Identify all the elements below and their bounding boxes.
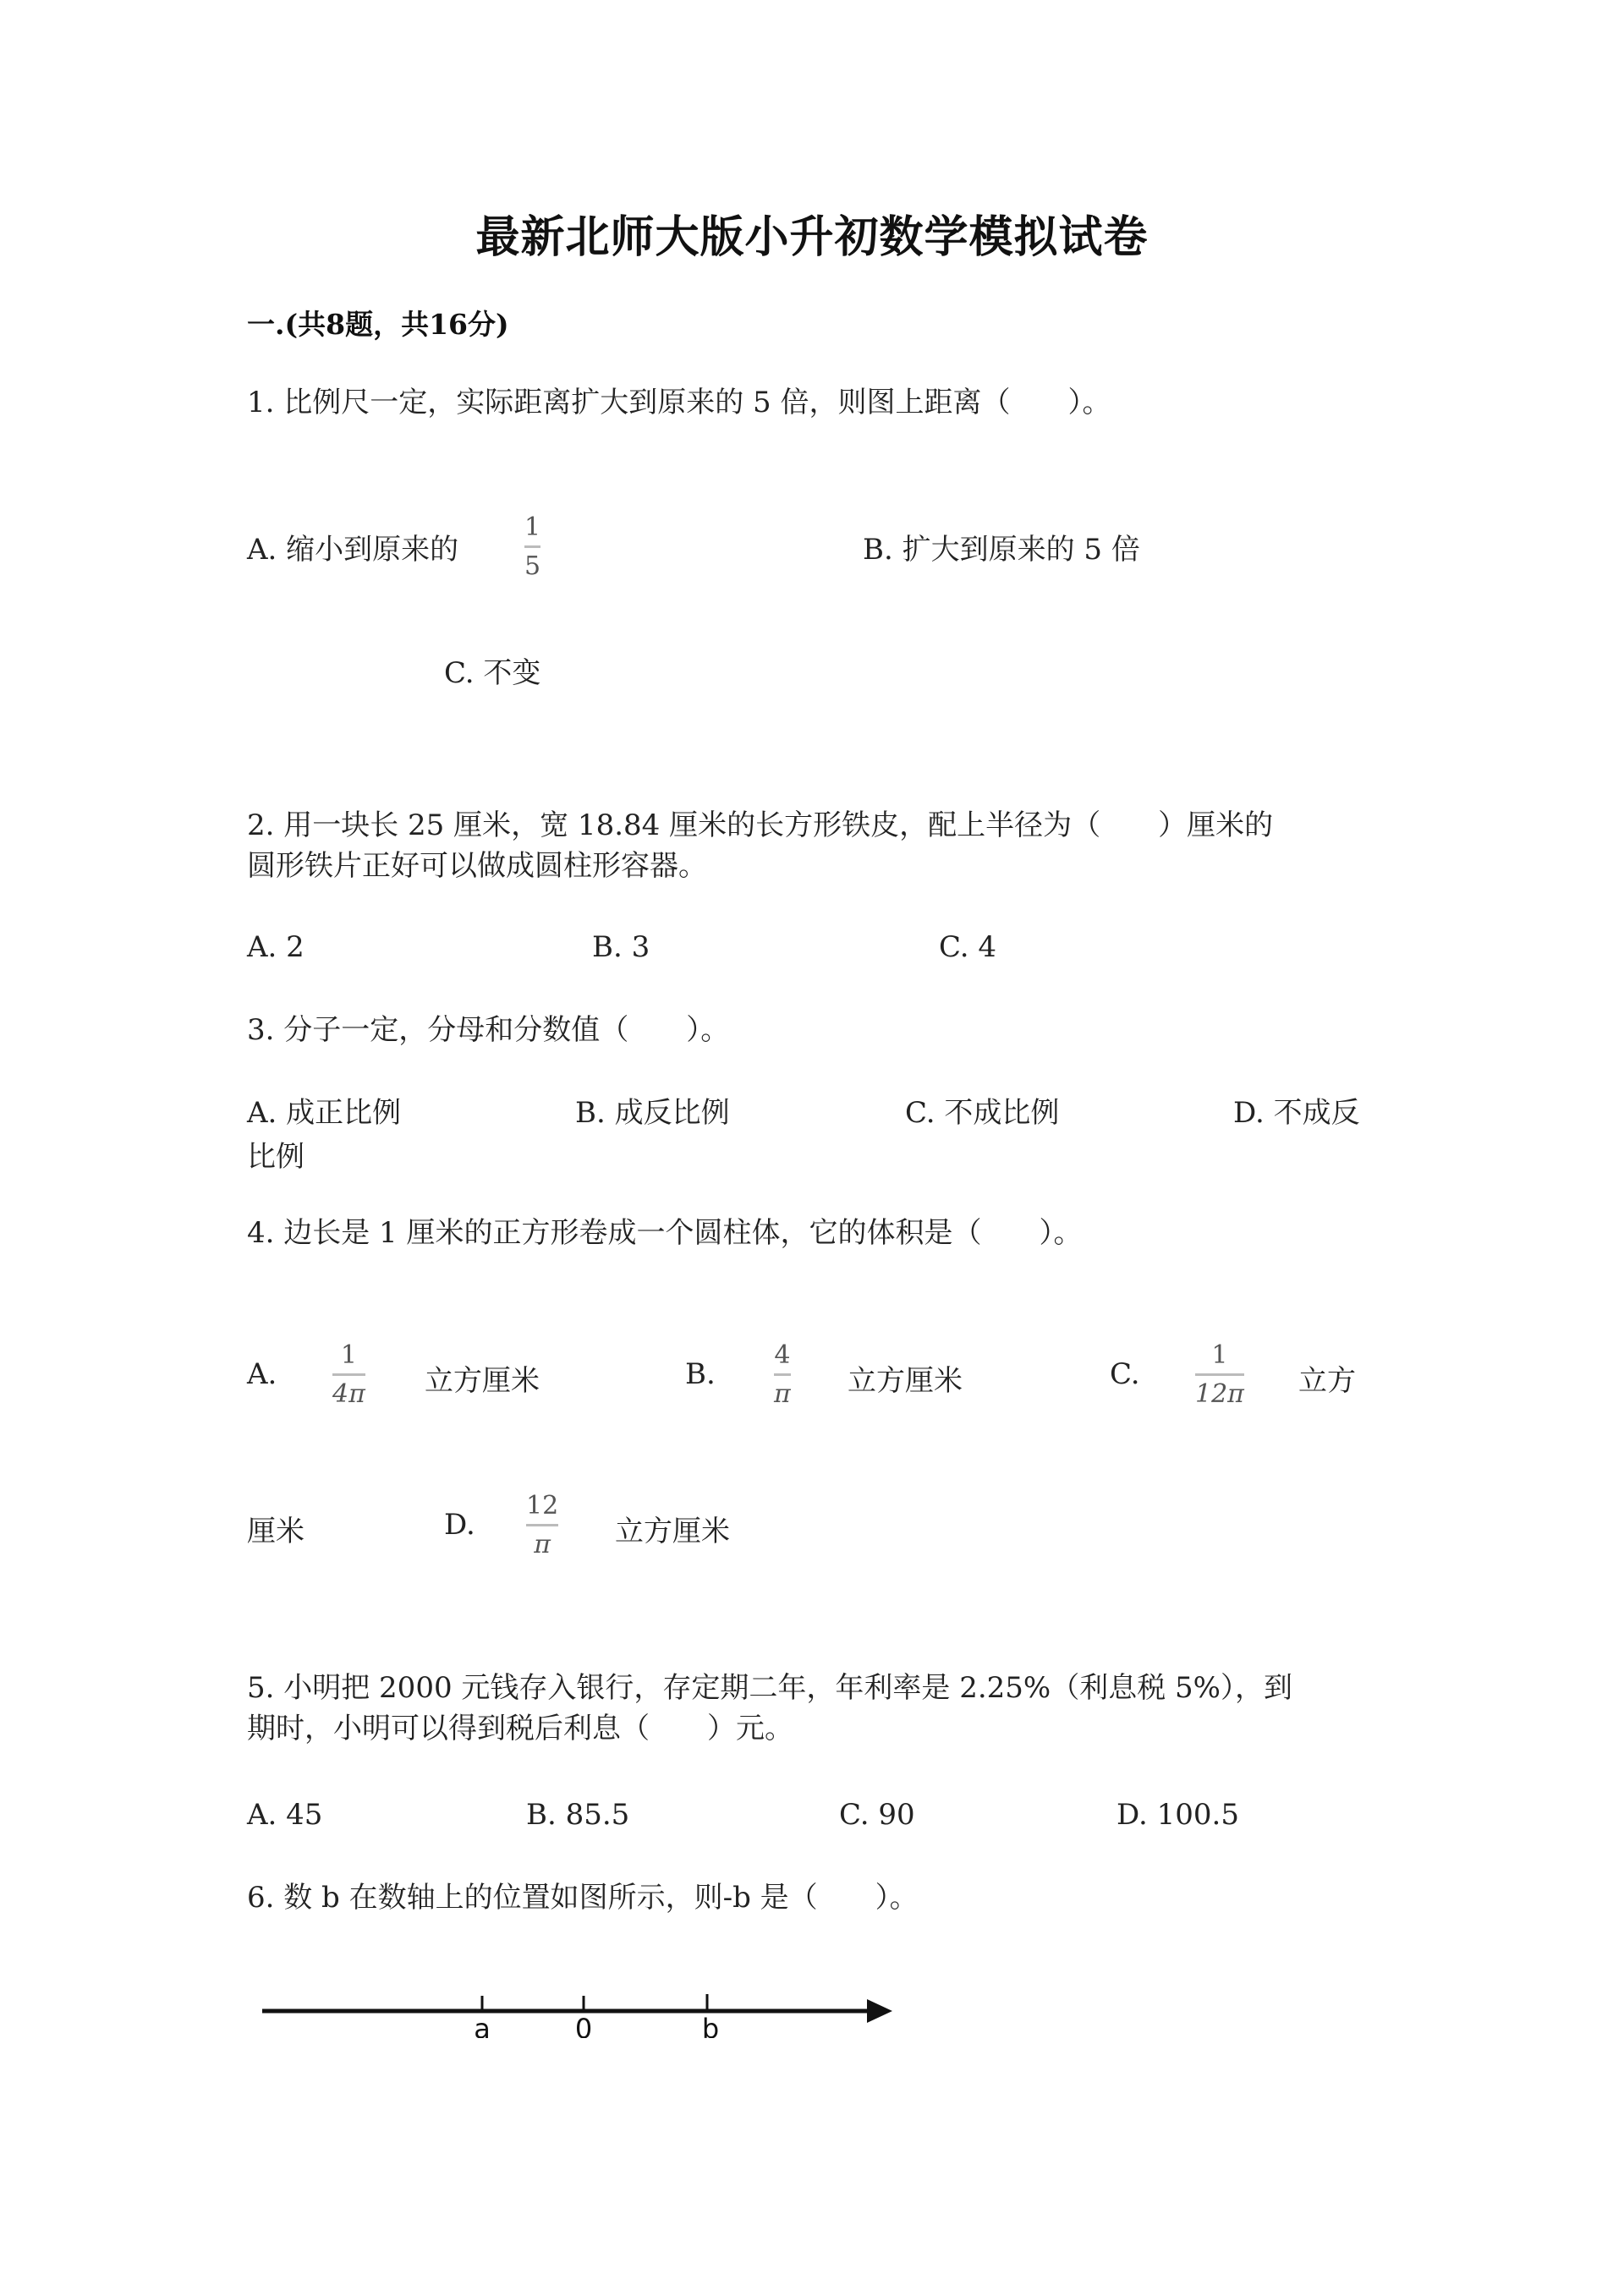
q4-option-a-fraction: 1 4π [332,1340,365,1409]
q4-option-b: B. [685,1357,716,1391]
q1-option-a: A. 缩小到原来的 [247,533,459,567]
number-line-label-b: b [701,2013,720,2038]
q1-option-a-fraction: 1 5 [524,512,541,581]
question-2-stem-line2: 圆形铁片正好可以做成圆柱形容器。 [247,849,707,883]
q1-option-c: C. 不变 [444,656,541,690]
q4-option-c-wrap: 厘米 [247,1515,304,1548]
q1-option-b: B. 扩大到原来的 5 倍 [863,533,1140,567]
page-title: 最新北师大版小升初数学模拟试卷 [475,212,1149,263]
q4-option-b-fraction: 4 π [774,1340,791,1409]
q4-option-c-fraction: 1 12π [1195,1340,1244,1409]
number-line-label-a: a [474,2013,491,2038]
question-5-stem-line1: 5. 小明把 2000 元钱存入银行，存定期二年，年利率是 2.25%（利息税 5%），到 [247,1671,1292,1705]
q3-option-d-wrap: 比例 [247,1140,304,1174]
q5-option-c: C. 90 [839,1798,915,1832]
question-3-stem: 3. 分子一定，分母和分数值（ ）。 [247,1013,730,1047]
q4-option-a-unit: 立方厘米 [425,1364,540,1398]
question-4-stem: 4. 边长是 1 厘米的正方形卷成一个圆柱体，它的体积是（ ）。 [247,1216,1083,1250]
q5-option-b: B. 85.5 [526,1798,630,1832]
section-heading: 一.(共8题，共16分) [247,308,509,341]
question-2-stem-line1: 2. 用一块长 25 厘米，宽 18.84 厘米的长方形铁皮，配上半径为（ ）厘米的 [247,808,1274,842]
q4-option-a: A. [247,1357,277,1391]
question-5-stem-line2: 期时，小明可以得到税后利息（ ）元。 [247,1712,793,1745]
q4-option-b-unit: 立方厘米 [848,1364,963,1398]
q2-option-a: A. 2 [247,930,304,964]
q5-option-a: A. 45 [247,1798,323,1832]
q4-option-d-fraction: 12 π [526,1491,559,1559]
q2-option-b: B. 3 [592,930,650,964]
q4-option-d: D. [444,1508,475,1542]
q3-option-d: D. 不成反 [1233,1096,1360,1130]
q3-option-c: C. 不成比例 [905,1096,1060,1130]
q3-option-b: B. 成反比例 [575,1096,730,1130]
number-line-label-zero: 0 [574,2013,593,2038]
q3-option-a: A. 成正比例 [247,1096,402,1130]
q4-option-d-unit: 立方厘米 [615,1515,730,1548]
number-line-figure [237,1970,897,2038]
question-1-stem: 1. 比例尺一定，实际距离扩大到原来的 5 倍，则图上距离（ ）。 [247,386,1111,419]
q5-option-d: D. 100.5 [1116,1798,1239,1832]
question-6-stem: 6. 数 b 在数轴上的位置如图所示，则-b 是（ ）。 [247,1881,919,1915]
q4-option-c-unit: 立方 [1298,1364,1356,1398]
q4-option-c: C. [1110,1357,1140,1391]
q2-option-c: C. 4 [939,930,997,964]
